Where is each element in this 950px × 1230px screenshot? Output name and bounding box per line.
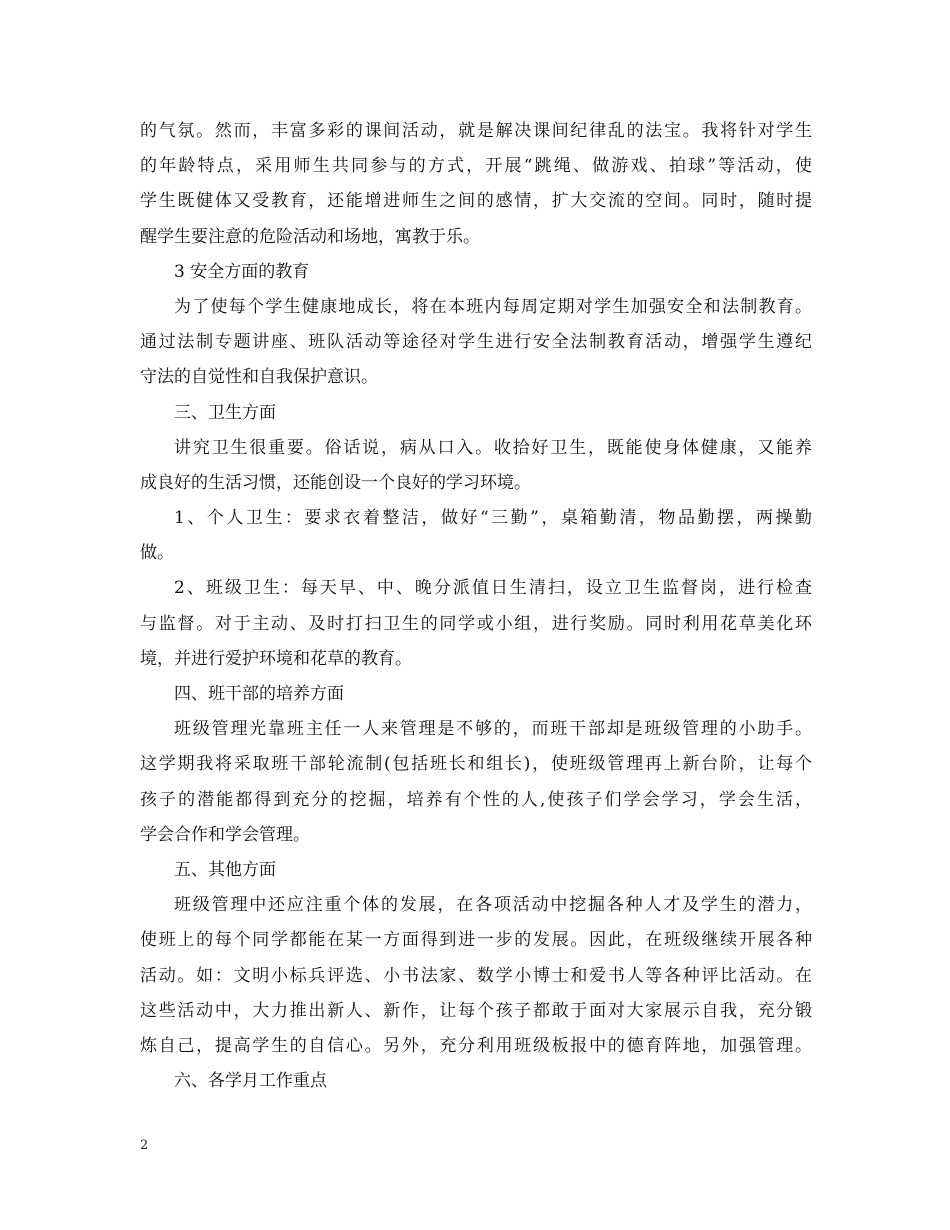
text-line: 班级管理中还应注重个体的发展，在各项活动中挖掘各种人才及学生的潜力， — [174, 895, 812, 916]
text-line: 的年龄特点，采用师生共同参与的方式，开展“跳绳、做游戏、拍球”等活动，使 — [140, 156, 812, 177]
document-body — [140, 114, 812, 1099]
text-line: 与监督。对于主动、及时打扫卫生的同学或小组，进行奖励。同时利用花草美化环 — [140, 613, 812, 634]
page-number: 2 — [140, 1138, 149, 1153]
text-line: 为了使每个学生健康地成长，将在本班内每周定期对学生加强安全和法制教育。 — [174, 296, 812, 317]
text-line: 通过法制专题讲座、班队活动等途径对学生进行安全法制教育活动，增强学生遵纪 — [140, 332, 812, 353]
text-line: 2、班级卫生：每天早、中、晚分派值日生清扫，设立卫生监督岗，进行检查 — [174, 578, 812, 599]
text-line: 班级管理光靠班主任一人来管理是不够的，而班干部却是班级管理的小助手。 — [174, 719, 812, 740]
text-line: 做。 — [140, 543, 174, 564]
text-line: 守法的自觉性和自我保护意识。 — [140, 367, 378, 388]
text-line: 学会合作和学会管理。 — [140, 824, 310, 845]
text-line: 六、各学月工作重点 — [174, 1071, 327, 1092]
text-line: 这学期我将采取班干部轮流制(包括班长和组长)，使班级管理再上新台阶，让每个 — [140, 754, 812, 775]
text-line: 3 安全方面的教育 — [174, 261, 310, 282]
text-line: 这些活动中，大力推出新人、新作，让每个孩子都敢于面对大家展示自我，充分锻 — [140, 1000, 812, 1021]
text-line: 五、其他方面 — [174, 859, 276, 880]
text-line: 的气氛。然而，丰富多彩的课间活动，就是解决课间纪律乱的法宝。我将针对学生 — [140, 121, 812, 141]
text-line: 境，并进行爱护环境和花草的教育。 — [140, 648, 412, 669]
text-line: 炼自己，提高学生的自信心。另外，充分利用班级板报中的德育阵地，加强管理。 — [140, 1035, 812, 1056]
text-line: 使班上的每个同学都能在某一方面得到进一步的发展。因此，在班级继续开展各种 — [140, 930, 812, 951]
text-line: 成良好的生活习惯，还能创设一个良好的学习环境。 — [140, 472, 531, 493]
text-line: 三、卫生方面 — [174, 402, 276, 423]
text-line: 孩子的潜能都得到充分的挖掘，培养有个性的人,使孩子们学会学习，学会生活， — [140, 789, 812, 810]
text-line: 醒学生要注意的危险活动和场地，寓教于乐。 — [140, 226, 480, 247]
text-line: 四、班干部的培养方面 — [174, 684, 344, 704]
text-line: 学生既健体又受教育，还能增进师生之间的感情，扩大交流的空间。同时，随时提 — [140, 191, 812, 212]
text-line: 活动。如：文明小标兵评选、小书法家、数学小博士和爱书人等各种评比活动。在 — [140, 965, 812, 986]
text-line: 讲究卫生很重要。俗话说，病从口入。收拾好卫生，既能使身体健康，又能养 — [174, 437, 812, 458]
text-line: 1、个人卫生：要求衣着整洁，做好“三勤”，桌箱勤清，物品勤摆，两操勤 — [174, 508, 812, 529]
